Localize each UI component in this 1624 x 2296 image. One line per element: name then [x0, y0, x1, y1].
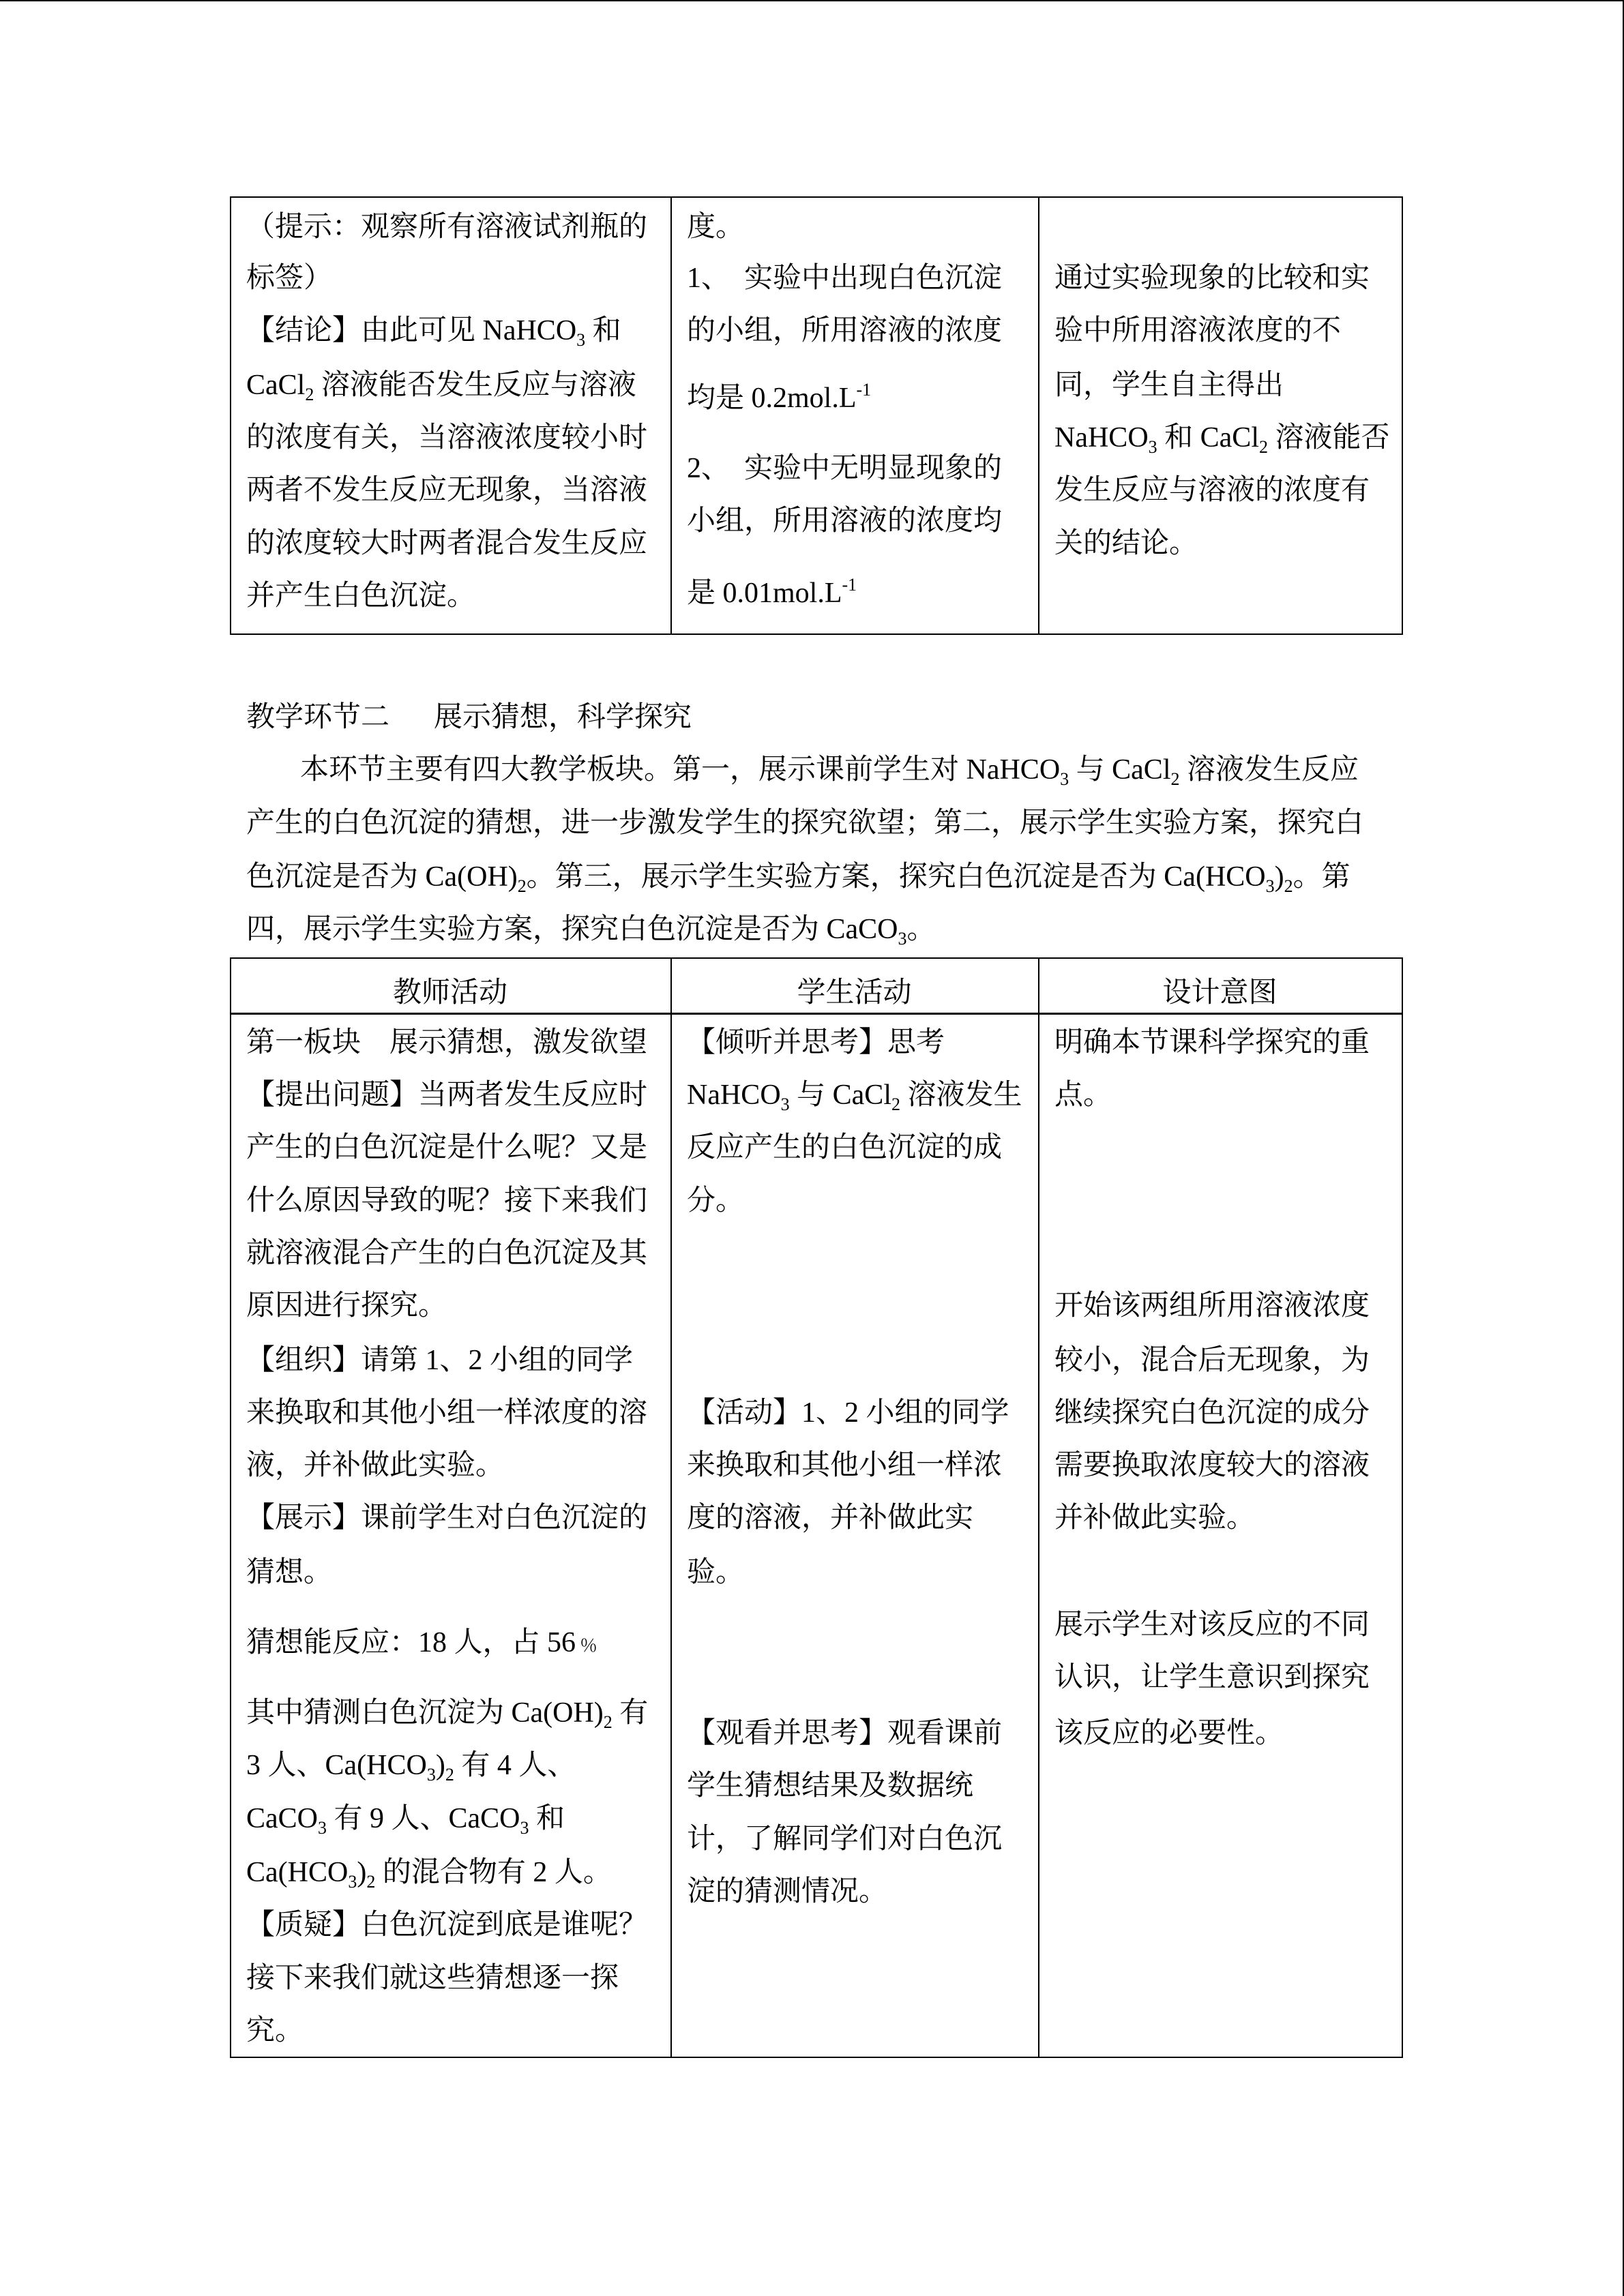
subscript: 2 [305, 385, 314, 404]
table-border-left [230, 196, 231, 635]
student-activity-line: 2、 实验中无明显现象的 [687, 453, 1003, 484]
text-segment: 本环节主要有四大教学板块。第一，展示课前学生对 NaHCO [300, 754, 1061, 786]
student-activity-line: 验。 [687, 1557, 745, 1588]
student-activity-line: 【观看并思考】观看课前 [687, 1718, 1003, 1749]
text-segment: Ca(HCO [246, 1857, 349, 1888]
text-segment: 其中猜测白色沉淀为 Ca(OH) [246, 1697, 604, 1729]
student-activity-line: 【倾听并思考】思考 [687, 1027, 945, 1058]
design-intent-line: 通过实验现象的比较和实 [1054, 263, 1370, 294]
design-intent-line: 关的结论。 [1054, 528, 1198, 559]
text-segment: 与 CaCl [1069, 754, 1171, 786]
header-separator [230, 1013, 1403, 1015]
subscript: 3 [426, 1765, 436, 1785]
text-segment: 。第三，展示学生实验方案，探究白色沉淀是否为 Ca(HCO [526, 861, 1266, 893]
paragraph-line [246, 860, 1350, 894]
student-activity-line: 淀的猜测情况。 [687, 1876, 888, 1907]
design-intent-line: 点。 [1054, 1079, 1112, 1111]
section-heading-title: 展示猜想，科学探究 [434, 702, 692, 733]
paragraph-line [300, 753, 1359, 787]
subscript: 2 [517, 876, 527, 896]
paragraph-line: 产生的白色沉淀的猜想，进一步激发学生的探究欲望；第二，展示学生实验方案，探究白 [246, 807, 1364, 839]
teacher-activity-line [246, 1855, 612, 1890]
text-segment: 3 人、Ca(HCO [246, 1750, 427, 1781]
teacher-activity-line [246, 368, 636, 402]
text-segment: 有 9 人、CaCO [327, 1803, 520, 1834]
design-intent-line [1054, 421, 1390, 455]
text-segment: 均是 0.2mol.L [687, 383, 857, 414]
teacher-activity-line [246, 1026, 647, 1060]
teacher-activity-line: 猜想。 [246, 1557, 333, 1588]
design-intent-line: 验中所用溶液浓度的不 [1054, 315, 1342, 346]
percent-sign: ％ [580, 1636, 598, 1656]
paragraph-line [246, 912, 936, 949]
subscript: 3 [1265, 876, 1275, 896]
text-segment: 四，展示学生实验方案，探究白色沉淀是否为 CaCO [246, 914, 898, 945]
table-border-top [230, 957, 1403, 959]
block-label: 第一板块 [246, 1027, 361, 1058]
text-segment: 和 CaCl [1157, 422, 1259, 453]
design-intent-line: 明确本节课科学探究的重 [1054, 1027, 1370, 1058]
text-segment: 溶液能否 [1268, 422, 1390, 453]
design-intent-line: 继续探究白色沉淀的成分 [1054, 1397, 1370, 1429]
subscript: 3 [520, 1818, 529, 1838]
design-intent-line: 较小，混合后无现象，为 [1054, 1345, 1370, 1376]
design-intent-line: 需要换取浓度较大的溶液 [1054, 1450, 1370, 1481]
teacher-activity-line: 两者不发生反应无现象，当溶液 [246, 475, 648, 506]
teacher-activity-line: 标签） [246, 263, 333, 294]
teacher-activity-line: 的浓度较大时两者混合发生反应 [246, 528, 648, 559]
text-segment: 溶液发生 [900, 1079, 1022, 1111]
text-segment: 猜想能反应：18 人，占 56 [246, 1627, 576, 1658]
page-top-edge [0, 0, 1624, 1]
column-divider [670, 196, 672, 635]
table-border-bottom [230, 2057, 1403, 2058]
text-segment: NaHCO [1054, 422, 1149, 453]
subscript: 2 [603, 1712, 612, 1732]
student-activity-line [687, 1078, 1022, 1112]
design-intent-line: 同，学生自主得出 [1054, 370, 1284, 401]
student-activity-line: 的小组，所用溶液的浓度 [687, 315, 1003, 346]
table-border-right [1402, 957, 1403, 2058]
text-segment: 的混合物有 2 人。 [375, 1857, 612, 1888]
teacher-activity-line: 接下来我们就这些猜想逐一探 [246, 1963, 619, 1994]
column-divider [1038, 957, 1039, 2058]
text-segment: 溶液能否发生反应与溶液 [314, 370, 636, 401]
subscript: 3 [318, 1818, 327, 1838]
text-segment: 。第 [1293, 861, 1350, 893]
table-border-right [1402, 196, 1403, 635]
text-segment: ) [435, 1750, 445, 1781]
teacher-activity-line: 就溶液混合产生的白色沉淀及其 [246, 1238, 648, 1269]
teacher-activity-line: （提示：观察所有溶液试剂瓶的 [246, 211, 648, 243]
subscript: 2 [366, 1872, 376, 1892]
subscript: 3 [576, 330, 586, 350]
text-segment: 。 [906, 914, 936, 945]
subscript: 3 [898, 929, 907, 949]
text-segment: 和 [585, 315, 621, 346]
text-segment: ) [357, 1857, 367, 1888]
teacher-activity-line: 【提出问题】当两者发生反应时 [246, 1079, 648, 1111]
teacher-activity-line: 【展示】课前学生对白色沉淀的 [246, 1502, 648, 1534]
table-border-bottom [230, 633, 1403, 635]
text-segment: CaCO [246, 1803, 318, 1834]
student-activity-line: 计，了解同学们对白色沉 [687, 1823, 1003, 1855]
table-border-top [230, 196, 1403, 198]
design-intent-line: 展示学生对该反应的不同 [1054, 1609, 1370, 1641]
student-activity-line: 度。 [687, 211, 745, 243]
superscript: -1 [842, 575, 857, 595]
teacher-activity-line: 原因进行探究。 [246, 1290, 447, 1322]
column-divider [1038, 196, 1039, 635]
text-segment: 是 0.01mol.L [687, 578, 842, 609]
text-segment: 与 CaCl [789, 1079, 891, 1111]
text-segment: NaHCO [687, 1079, 781, 1111]
student-activity-line [687, 576, 857, 610]
subscript: 2 [891, 1094, 900, 1114]
text-segment: 有 [612, 1697, 649, 1729]
text-segment: CaCl [246, 370, 306, 401]
teacher-activity-line: 【组织】请第 1、2 小组的同学 [246, 1345, 634, 1376]
text-segment: ) [1274, 861, 1284, 893]
teacher-activity-line [246, 1696, 648, 1730]
teacher-activity-line [246, 314, 621, 348]
design-intent-line: 发生反应与溶液的浓度有 [1054, 475, 1370, 506]
teacher-activity-line [246, 1748, 576, 1783]
subscript: 2 [1284, 876, 1293, 896]
student-activity-line: 反应产生的白色沉淀的成 [687, 1132, 1003, 1163]
subscript: 2 [1259, 437, 1268, 457]
section-heading-label: 教学环节二 [246, 702, 390, 733]
teacher-activity-line: 液，并补做此实验。 [246, 1450, 505, 1481]
superscript: -1 [856, 380, 872, 400]
column-divider [670, 957, 672, 2058]
design-intent-line: 并补做此实验。 [1054, 1502, 1256, 1534]
teacher-activity-line: 什么原因导致的呢？接下来我们 [246, 1185, 648, 1217]
student-activity-line: 学生猜想结果及数据统 [687, 1770, 974, 1802]
subscript: 3 [1060, 769, 1069, 789]
text-segment: 和 [529, 1803, 565, 1834]
teacher-activity-line: 【质疑】白色沉淀到底是谁呢？ [246, 1909, 648, 1941]
student-activity-line [687, 381, 871, 415]
design-intent-line: 该反应的必要性。 [1054, 1718, 1284, 1749]
design-intent-line: 开始该两组所用溶液浓度 [1054, 1290, 1370, 1322]
subscript: 2 [445, 1765, 454, 1785]
text-segment: 有 4 人、 [454, 1750, 576, 1781]
student-activity-line: 度的溶液，并补做此实 [687, 1502, 974, 1534]
teacher-activity-line: 究。 [246, 2015, 304, 2046]
text-segment: 色沉淀是否为 Ca(OH) [246, 861, 518, 893]
teacher-activity-line: 来换取和其他小组一样浓度的溶 [246, 1397, 648, 1429]
student-activity-line: 分。 [687, 1185, 745, 1217]
teacher-activity-line: 并产生白色沉淀。 [246, 580, 476, 612]
header-student-activity: 学生活动 [797, 977, 912, 1009]
teacher-activity-line [246, 1802, 565, 1836]
text-segment: 【结论】由此可见 NaHCO [246, 315, 577, 346]
student-activity-line: 1、 实验中出现白色沉淀 [687, 263, 1003, 294]
block-title: 展示猜想，激发欲望 [389, 1027, 648, 1058]
section-heading [246, 700, 692, 734]
teacher-activity-line: 的浓度有关，当溶液浓度较小时 [246, 422, 648, 453]
student-activity-line: 【活动】1、2 小组的同学 [687, 1397, 1009, 1429]
header-design-intent: 设计意图 [1162, 977, 1278, 1009]
subscript: 3 [348, 1872, 357, 1892]
teacher-activity-line: 产生的白色沉淀是什么呢？又是 [246, 1132, 648, 1163]
header-teacher-activity: 教师活动 [392, 977, 507, 1009]
subscript: 3 [780, 1094, 790, 1114]
subscript: 3 [1148, 437, 1157, 457]
text-segment: 溶液发生反应 [1179, 754, 1359, 786]
teacher-activity-line [246, 1626, 597, 1660]
subscript: 2 [1170, 769, 1180, 789]
design-intent-line: 认识，让学生意识到探究 [1054, 1662, 1370, 1693]
table-border-left [230, 957, 231, 2058]
student-activity-line: 小组，所用溶液的浓度均 [687, 505, 1003, 537]
student-activity-line: 来换取和其他小组一样浓 [687, 1450, 1003, 1481]
